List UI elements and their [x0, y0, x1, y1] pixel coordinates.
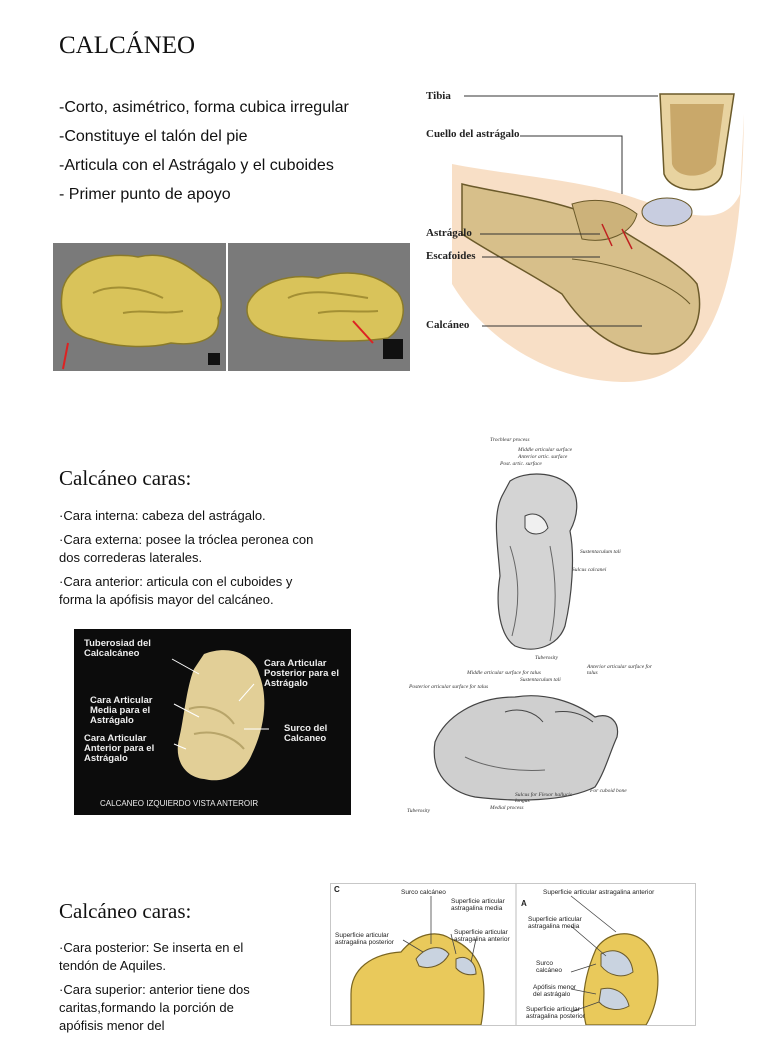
label-calcaneo: Calcáneo: [426, 319, 470, 331]
section3-bullet-list: [59, 939, 259, 1041]
label-trochlear: Trochlear process: [490, 437, 530, 443]
section1-bullet-list: [59, 93, 399, 209]
label-cara-posterior: Cara Articular Posterior para el Astrágalo: [264, 658, 339, 689]
label-cara-anterior: Cara Articular Anterior para el Astrágalo: [84, 733, 155, 764]
label-r-apofisis: Apófisis menor del astrágalo: [533, 984, 576, 998]
label-tuberosity: Tuberosity: [535, 655, 559, 661]
label-sulcus-flexor: Sulcus for Flexor hallucis longus: [515, 792, 572, 804]
label-cara-media: Cara Articular Media para el Astrágalo: [90, 695, 153, 726]
foot-lateral-diagram: [422, 84, 752, 394]
section1-title: CALCÁNEO: [59, 32, 196, 59]
calcaneus-textbook-figure: [330, 883, 696, 1026]
label-sup-media: Superficie articular astragalina media: [451, 898, 505, 912]
label-r-surco: Surco calcáneo: [536, 960, 563, 974]
label-sustentaculum-tali: Sustentaculum tali: [520, 677, 561, 683]
bullet-item: ·Cara anterior: articula con el cuboides y forma la apófisis mayor del calcáneo.: [59, 574, 293, 607]
label-r-sup-posterior: Superficie articular astragalina posterior: [526, 1006, 585, 1020]
label-posterior-talus: Posterior articular surface for talus: [409, 684, 489, 690]
section2-title: Calcáneo caras:: [59, 466, 192, 490]
bullet-item: ·Cara externa: posee la tróclea peronea con dos correderas laterales.: [59, 532, 314, 565]
label-fig-c: C: [334, 885, 340, 894]
label-sup-posterior: Superficie articular astragalina posterior: [335, 932, 394, 946]
bullet-item: -Corto, asimétrico, forma cubica irregular: [59, 99, 349, 116]
section3-title: Calcáneo caras:: [59, 899, 192, 923]
label-r-sup-media: Superficie articular astragalina media: [528, 916, 582, 930]
calcaneus-anterior-photo: [74, 629, 351, 815]
label-middle-surface: Middle articular surface: [518, 447, 573, 453]
bullet-item: -Constituye el talón del pie: [59, 128, 248, 145]
label-surco-calcaneo: Surco calcáneo: [401, 889, 446, 896]
label-medial-process: Medial process: [490, 805, 524, 811]
label-posterior-surface: Post. artic. surface: [500, 461, 542, 467]
label-middle-talus: Middle articular surface for talus: [467, 670, 541, 676]
photo-caption: CALCANEO IZQUIERDO VISTA ANTEROIR: [100, 799, 259, 808]
label-sustentaculum: Sustentaculum tali: [580, 549, 621, 555]
label-anterior-surface: Anterior artic. surface: [518, 454, 568, 460]
bullet-item: - Primer punto de apoyo: [59, 186, 231, 203]
section2-bullet-list: [59, 507, 324, 615]
calcaneus-3d-render-left: [53, 243, 226, 371]
bullet-item: ·Cara interna: cabeza del astrágalo.: [59, 508, 266, 523]
calcaneus-medial-illustration: [405, 662, 660, 820]
label-anterior-talus: Anterior articular surface for talus: [587, 664, 652, 676]
label-sulcus: Sulcus calcanei: [572, 567, 607, 573]
label-tibia: Tibia: [426, 90, 451, 102]
label-fig-a: A: [521, 899, 527, 908]
bullet-item: ·Cara superior: anterior tiene dos caritas,formando la porción de apófisis menor del: [59, 982, 250, 1033]
calcaneus-superior-illustration: [480, 436, 630, 661]
label-cuello-astragalo: Cuello del astrágalo: [426, 128, 520, 140]
bullet-item: ·Cara posterior: Se inserta en el tendón de Aquiles.: [59, 940, 244, 973]
label-cuboid: For cuboid bone: [590, 788, 627, 794]
label-astragalo: Astrágalo: [426, 227, 472, 239]
label-r-sup-anterior: Superficie articular astragalina anterior: [543, 889, 655, 896]
bullet-item: -Articula con el Astrágalo y el cuboides: [59, 157, 334, 174]
label-escafoides: Escafoides: [426, 250, 476, 262]
label-tuberosidad: Tuberosiad del Calcalcáneo: [84, 638, 151, 659]
label-tuberosity-2: Tuberosity: [407, 808, 431, 814]
label-surco: Surco del Calcaneo: [284, 723, 328, 744]
label-sup-anterior: Superficie articular astragalina anterior: [454, 929, 510, 943]
calcaneus-3d-render-right: [228, 243, 410, 371]
